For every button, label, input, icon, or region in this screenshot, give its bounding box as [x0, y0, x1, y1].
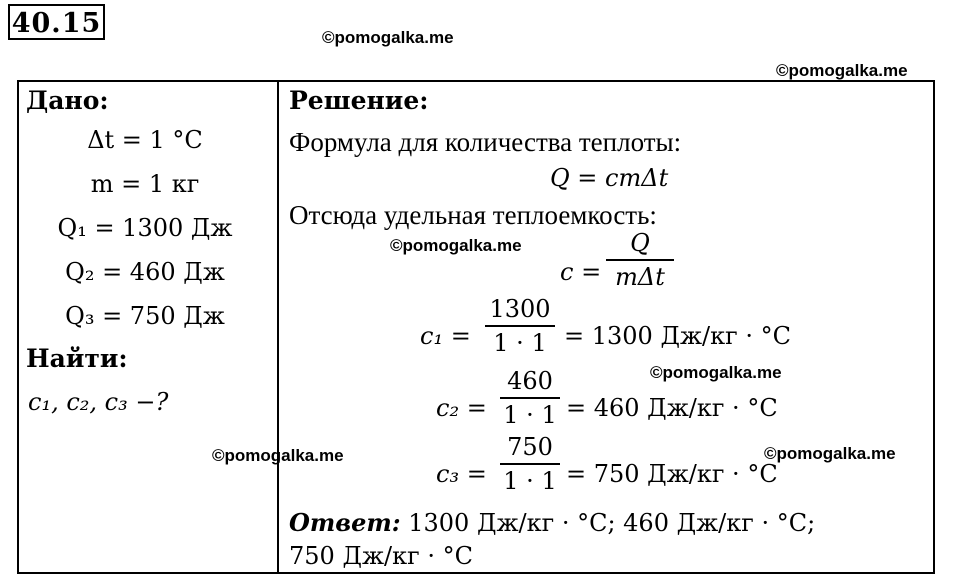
watermark: ©pomogalka.me [764, 444, 896, 463]
given-line-text: Δt = 1 °C [87, 126, 203, 154]
fraction-denominator: mΔt [615, 263, 665, 291]
given-line-text: Q₂ = 460 Дж [65, 258, 225, 286]
heat-formula: Q = cmΔt [550, 164, 669, 192]
given-line-text: Q₃ = 750 Дж [65, 302, 225, 330]
fraction-bar [500, 463, 560, 465]
fraction-denominator: 1 · 1 [493, 329, 547, 357]
watermark: ©pomogalka.me [322, 28, 454, 47]
watermark: ©pomogalka.me [650, 363, 782, 382]
c1-fraction [485, 294, 555, 358]
fraction-numerator: 750 [507, 433, 553, 461]
given-heading: Дано: [26, 86, 109, 115]
fraction-denominator: 1 · 1 [503, 401, 557, 429]
given-line [20, 126, 270, 154]
fraction-denominator: 1 · 1 [503, 467, 557, 495]
given-line [20, 214, 270, 242]
given-line [20, 258, 270, 286]
c2-rhs: = 460 Дж/кг · °C [566, 394, 778, 422]
watermark: ©pomogalka.me [212, 446, 344, 465]
answer-text: 1300 Дж/кг · °C; 460 Дж/кг · °C; [408, 509, 816, 537]
solution-heading: Решение: [289, 86, 429, 115]
given-line [20, 170, 270, 198]
fraction-numerator: Q [630, 229, 650, 257]
c3-rhs: = 750 Дж/кг · °C [566, 460, 778, 488]
find-heading: Найти: [26, 344, 128, 373]
fraction-bar [500, 397, 560, 399]
fraction-bar [485, 325, 555, 327]
watermark: ©pomogalka.me [776, 61, 908, 80]
c2-fraction [500, 366, 560, 430]
solution-intro: Формула для количества теплоты: [289, 127, 682, 157]
fraction-bar [606, 259, 674, 261]
c1-rhs: = 1300 Дж/кг · °C [564, 322, 791, 350]
solution-derive: Отсюда удельная теплоемкость: [289, 200, 657, 230]
fraction-numerator: 460 [507, 367, 553, 395]
fraction-numerator: 1300 [489, 295, 551, 323]
c2-lhs: c₂ = [436, 394, 487, 422]
find-text: c₁, c₂, c₃ −? [28, 388, 169, 416]
given-line-text: Q₁ = 1300 Дж [57, 214, 233, 242]
problem-number: 40.15 [8, 4, 105, 40]
given-line-text: m = 1 кг [90, 170, 200, 198]
c3-fraction [500, 432, 560, 496]
c1-lhs: c₁ = [420, 322, 471, 350]
column-divider [277, 80, 279, 574]
answer-label: Ответ: [289, 508, 401, 537]
answer-line [289, 508, 815, 537]
c-formula-lhs: c = [560, 258, 602, 286]
given-line [20, 302, 270, 330]
c-formula-fraction [606, 228, 674, 292]
answer-line-2: 750 Дж/кг · °C [289, 542, 473, 570]
c3-lhs: c₃ = [436, 460, 487, 488]
watermark: ©pomogalka.me [390, 236, 522, 255]
